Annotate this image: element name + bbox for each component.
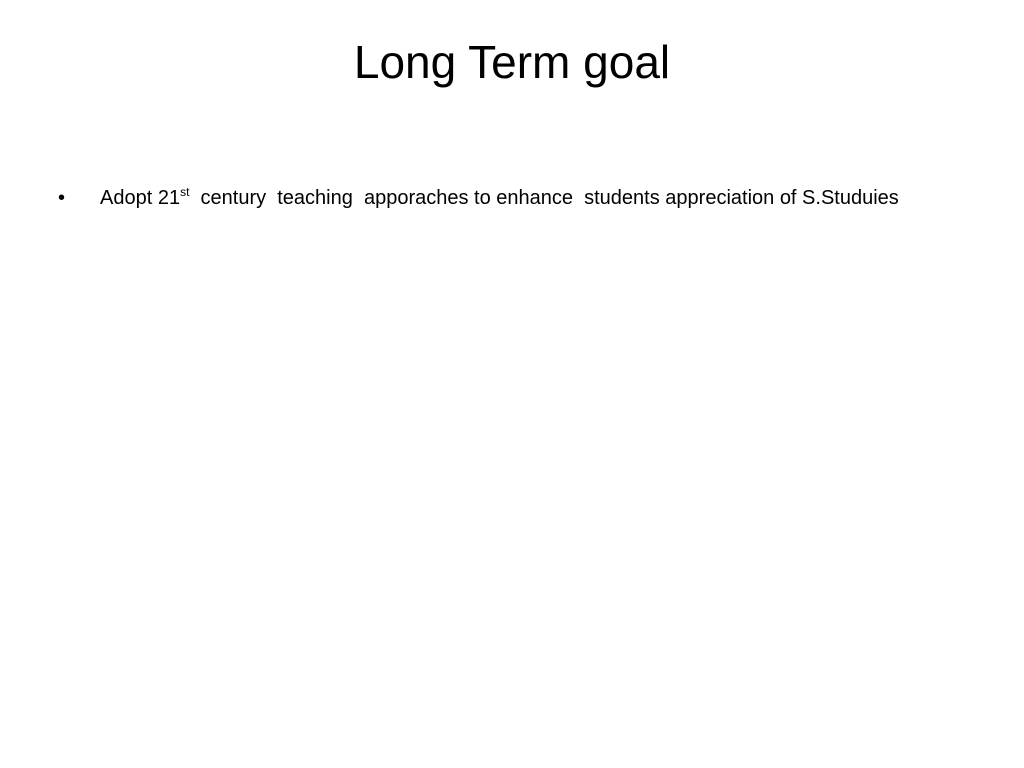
bullet-text	[100, 187, 899, 209]
bullet-text-rest: century teaching apporaches to enhance students appreciation of S.Studuies	[189, 187, 899, 209]
bullet-list	[58, 183, 958, 214]
bullet-item	[58, 183, 958, 214]
bullet-marker: •	[58, 187, 66, 209]
ordinal-superscript: st	[180, 185, 190, 199]
bullet-text-start: Adopt 21	[100, 187, 181, 209]
slide-title: Long Term goal	[353, 36, 671, 88]
